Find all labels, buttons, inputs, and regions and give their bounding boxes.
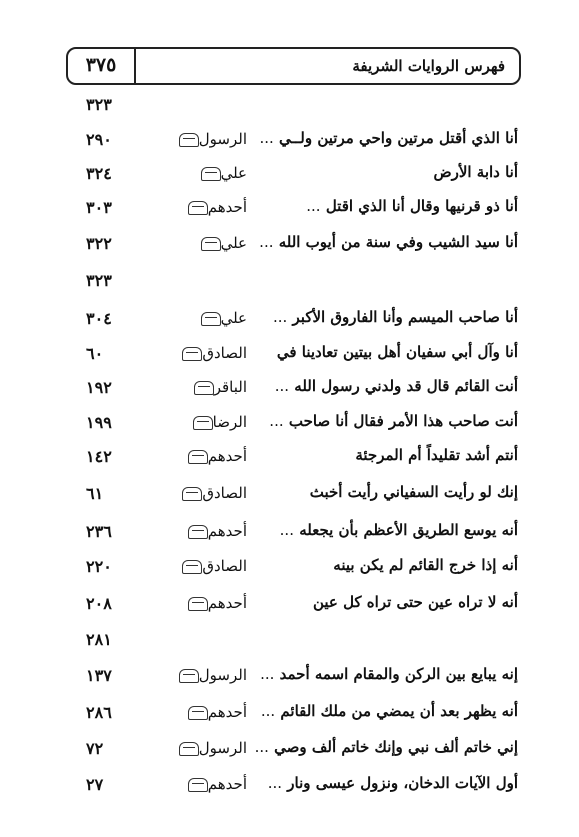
entry-page-number: ٣٢٣ [86, 95, 112, 114]
narrator-name: علي [220, 309, 247, 327]
page-header [66, 47, 521, 85]
entry-phrase: أنا صاحب الميسم وأنا الفاروق الأكبر [292, 308, 518, 326]
narrator-name: أحدهم [207, 198, 247, 216]
entry-ellipsis: ... [260, 702, 276, 720]
entry-ellipsis: ... [254, 738, 269, 756]
index-entry [86, 91, 518, 121]
entry-narrator [157, 378, 247, 396]
entry-phrase: أنت صاحب هذا الأمر فقال أنا صاحب [288, 412, 518, 430]
honorific-seal-icon [182, 560, 202, 574]
narrator-name: الرسول [198, 130, 247, 148]
entry-text [355, 446, 518, 464]
entry-narrator [157, 666, 247, 684]
entry-narrator [157, 594, 247, 612]
entry-text [261, 702, 518, 720]
entry-phrase: أول الآيات الدخان، ونزول عيسى ونار [287, 774, 518, 792]
entry-text [269, 412, 518, 430]
narrator-name: أحدهم [207, 447, 247, 465]
honorific-seal-icon [188, 706, 208, 720]
narrator-name: الصادق [202, 344, 247, 362]
index-entry [86, 305, 518, 335]
entry-text [280, 521, 518, 539]
page-title: فهرس الروايات الشريفة [352, 57, 505, 75]
entry-page-number: ٢٢٠ [86, 557, 112, 576]
entry-text [275, 377, 518, 395]
narrator-name: الرضا [212, 413, 247, 431]
entry-phrase: أنه يوسع الطريق الأعظم بأن يجعله [299, 521, 518, 539]
entry-text [259, 129, 518, 147]
entry-narrator [157, 739, 247, 757]
entry-narrator [157, 413, 247, 431]
index-entry [86, 409, 518, 439]
index-entry [86, 662, 518, 692]
honorific-seal-icon [188, 450, 208, 464]
entry-page-number: ٢٨١ [86, 630, 112, 649]
entry-phrase: إنه يبايع بين الركن والمقام اسمه أحمد [279, 665, 518, 683]
entry-text [273, 308, 518, 326]
entry-phrase: أنا ذو قرنيها وقال أنا الذي اقتل [325, 197, 518, 215]
entry-ellipsis: ... [259, 233, 274, 251]
honorific-seal-icon [188, 778, 208, 792]
index-entry [86, 735, 518, 765]
index-entry [86, 126, 518, 156]
entry-ellipsis: ... [269, 412, 284, 430]
entry-ellipsis: ... [259, 129, 274, 147]
entry-page-number: ٣٢٢ [86, 234, 112, 253]
index-entry [86, 553, 518, 583]
honorific-seal-icon [201, 312, 221, 326]
entry-narrator [157, 164, 247, 182]
honorific-seal-icon [194, 381, 214, 395]
entry-text [333, 556, 518, 574]
honorific-seal-icon [179, 669, 199, 683]
entry-text [260, 665, 518, 683]
index-entry [86, 626, 518, 656]
entry-narrator [157, 309, 247, 327]
entry-phrase: أنه إذا خرج القائم لم يكن بينه [333, 556, 518, 574]
entry-phrase: أنه لا تراه عين حتى تراه كل عين [312, 593, 518, 611]
entry-phrase: أنا وآل أبي سفيان أهل بيتين تعادينا في [276, 343, 518, 361]
entry-text [259, 233, 518, 251]
index-entry [86, 267, 518, 297]
entry-page-number: ٣٢٣ [86, 271, 112, 290]
narrator-name: الرسول [198, 739, 247, 757]
entry-ellipsis: ... [267, 774, 283, 792]
entry-ellipsis: ... [272, 308, 288, 326]
entry-page-number: ٧٢ [86, 739, 104, 758]
entry-text [268, 774, 518, 792]
entry-page-number: ٢٩٠ [86, 130, 112, 149]
entry-page-number: ٢٠٨ [86, 594, 112, 613]
index-entry [86, 443, 518, 473]
entry-page-number: ٣٢٤ [86, 164, 112, 183]
entry-narrator [157, 522, 247, 540]
honorific-seal-icon [188, 201, 208, 215]
honorific-seal-icon [188, 525, 208, 539]
honorific-seal-icon [182, 347, 202, 361]
header-divider [134, 47, 136, 85]
entry-narrator [157, 344, 247, 362]
entry-narrator [157, 703, 247, 721]
entry-narrator [157, 775, 247, 793]
entry-page-number: ١٩٢ [86, 378, 112, 397]
entry-page-number: ٢٧ [86, 775, 104, 794]
narrator-name: أحدهم [207, 775, 247, 793]
entry-text [255, 738, 518, 756]
page-number: ٣٧٥ [85, 54, 117, 76]
entry-page-number: ٢٨٦ [86, 703, 112, 722]
entry-phrase: أنا دابة الأرض [433, 163, 518, 181]
honorific-seal-icon [201, 237, 221, 251]
entry-narrator [157, 557, 247, 575]
narrator-name: الصادق [202, 484, 247, 502]
index-entry [86, 699, 518, 729]
entry-phrase: أنا سيد الشيب وفي سنة من أيوب الله [278, 233, 518, 251]
index-entry [86, 340, 518, 370]
entry-page-number: ٣٠٣ [86, 198, 112, 217]
index-entry [86, 590, 518, 620]
entry-ellipsis: ... [279, 521, 294, 539]
entry-text [310, 483, 518, 501]
index-entry [86, 771, 518, 801]
entry-text [277, 343, 518, 361]
narrator-name: علي [220, 234, 247, 252]
entry-narrator [157, 130, 247, 148]
index-entry [86, 480, 518, 510]
narrator-name: علي [220, 164, 247, 182]
index-entry [86, 194, 518, 224]
narrator-name: الرسول [198, 666, 247, 684]
entry-narrator [157, 484, 247, 502]
index-entry [86, 160, 518, 190]
entry-narrator [157, 234, 247, 252]
entry-phrase: أنت القائم قال قد ولدني رسول الله [294, 377, 518, 395]
entry-narrator [157, 198, 247, 216]
entry-phrase: إني خاتم ألف نبي وإنك خاتم ألف وصي [274, 738, 518, 756]
entry-ellipsis: ... [274, 377, 290, 395]
narrator-name: أحدهم [207, 522, 247, 540]
index-entry [86, 230, 518, 260]
entry-text [313, 593, 518, 611]
index-entry [86, 518, 518, 548]
entry-phrase: أنا الذي أقتل مرتين واحي مرتين ولــي [279, 129, 518, 147]
narrator-name: أحدهم [207, 594, 247, 612]
honorific-seal-icon [179, 133, 199, 147]
narrator-name: أحدهم [207, 703, 247, 721]
narrator-name: الباقر [213, 378, 247, 396]
honorific-seal-icon [182, 487, 202, 501]
honorific-seal-icon [188, 597, 208, 611]
entry-phrase: إنك لو رأيت السفياني رأيت أخبث [309, 483, 518, 501]
honorific-seal-icon [179, 742, 199, 756]
entry-page-number: ٣٠٤ [86, 309, 112, 328]
entry-ellipsis: ... [260, 665, 275, 683]
honorific-seal-icon [201, 167, 221, 181]
entry-page-number: ٦١ [86, 484, 104, 503]
entry-phrase: أنه يظهر بعد أن يمضي من ملك القائم [280, 702, 518, 720]
entry-page-number: ١٤٢ [86, 447, 112, 466]
honorific-seal-icon [193, 416, 213, 430]
entry-phrase: أنتم أشد تقليداً أم المرجئة [355, 446, 518, 464]
entry-ellipsis: ... [306, 197, 321, 215]
index-entry [86, 374, 518, 404]
entry-text [433, 163, 518, 181]
entry-page-number: ١٣٧ [86, 666, 112, 685]
entry-page-number: ٢٣٦ [86, 522, 112, 541]
entry-narrator [157, 447, 247, 465]
entry-text [306, 197, 518, 215]
entry-page-number: ١٩٩ [86, 413, 112, 432]
entry-page-number: ٦٠ [86, 344, 104, 363]
narrator-name: الصادق [202, 557, 247, 575]
